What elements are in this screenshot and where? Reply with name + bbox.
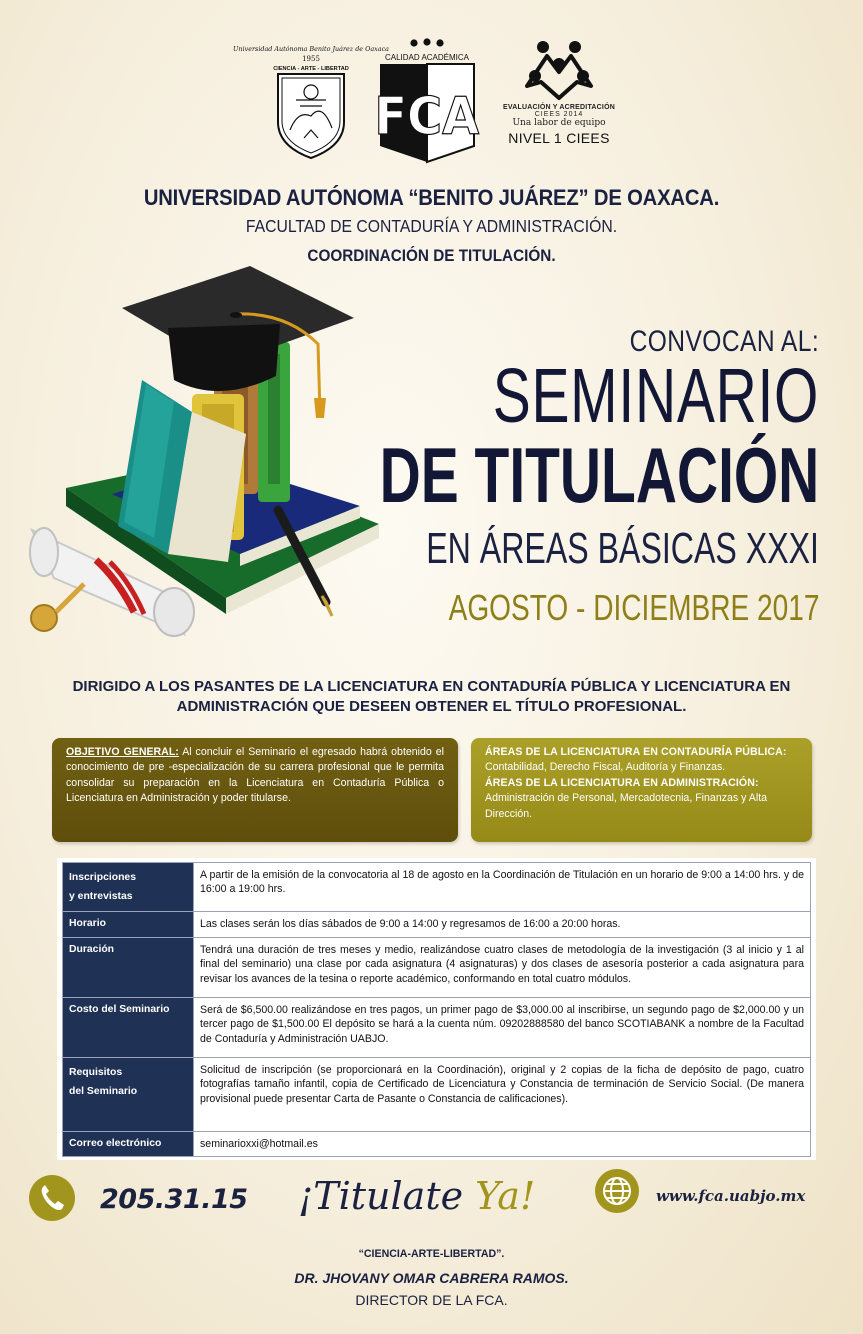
globe-icon <box>594 1168 640 1214</box>
director-name: DR. JHOVANY OMAR CABRERA RAMOS. <box>294 1270 569 1286</box>
fca-caption: CALIDAD ACADÉMICA <box>384 53 470 62</box>
uabjo-name: Universidad Autónoma Benito Juárez de Oaxaca <box>233 45 389 53</box>
uabjo-shield-logo <box>233 40 389 162</box>
convocan-heading: CONVOCAN AL: <box>629 325 819 358</box>
objective-heading: OBJETIVO GENERAL: <box>66 746 179 758</box>
row-label: Costo del Seminario <box>63 998 194 1058</box>
objective-box <box>52 738 458 842</box>
target-audience: DIRIGIDO A LOS PASANTES DE LA LICENCIATURA EN CONTADURÍA PÚBLICA Y LICENCIATURA EN ADMINISTRACIÓN QUE DESEEN OBTENER EL TÍTULO PROFESIONAL. <box>72 678 791 715</box>
row-value: A partir de la emisión de la convocatoria al 18 de agosto en la Coordinación de Titulación en un horario de 9:00 a 14:00 hrs. y de 16:00 a 19:00 hrs. <box>194 863 811 912</box>
row-value: Tendrá una duración de tres meses y medio, realizándose cuatro clases de metodología de la investigación (3 al inicio y 1 al final del seminario) una clase por cada asignatura (4 asignaturas) y dos clases de asesoría posterior a cada asignatura para revisar los avances de la tesina o reporte académico, conformando en total cuatro módulos. <box>194 938 811 998</box>
table-row <box>63 998 811 1058</box>
ciees-level: NIVEL 1 CIEES <box>508 130 610 146</box>
areas-cp-heading: ÁREAS DE LA LICENCIATURA EN CONTADURÍA PÚBLICA: <box>485 746 787 758</box>
objective-text: Al concluir el Seminario el egresado habrá obtenido el conocimiento de pre -especialización de su carrera profesional que le permita consolidar su preparación en la Licenciatura en Contaduría Pública o Licenciatura en Administración y poder titularse. <box>66 746 444 805</box>
row-label-line: Inscripciones <box>69 872 136 883</box>
slogan <box>298 1174 535 1218</box>
slogan-accent: Ya! <box>475 1174 536 1218</box>
table-row <box>63 1132 811 1157</box>
fca-logo <box>374 38 480 164</box>
phone-icon <box>28 1174 76 1222</box>
graduation-illustration <box>14 262 384 647</box>
ciees-caption: EVALUACIÓN Y ACREDITACIÓN <box>503 104 615 111</box>
uabjo-year: 1955 <box>302 55 320 63</box>
ciees-logo <box>494 36 624 160</box>
phone-number[interactable]: 205.31.15 <box>100 1184 248 1215</box>
row-value: Solicitud de inscripción (se proporcionará en la Coordinación), original y 2 copias de la ficha de depósito de pago, cuatro fotografías tamaño infantil, copia de Certificado de Licenciatura y Constancia de terminación de Servicio Social. (De manera provisional puede presentar Carta de Pasante o Constancia de calificaciones). <box>194 1058 811 1132</box>
website-link[interactable]: www.fca.uabjo.mx <box>656 1187 806 1205</box>
ciees-figures-icon <box>521 36 597 102</box>
title-seminario: SEMINARIO <box>492 353 819 439</box>
areas-adm-text: Administración de Personal, Mercadotecnia, Finanzas y Alta Dirección. <box>485 792 768 820</box>
areas-cp-text: Contabilidad, Derecho Fiscal, Auditoría y Finanzas. <box>485 761 726 774</box>
ciees-year: CIEES 2014 <box>534 111 584 118</box>
areas-adm-heading: ÁREAS DE LA LICENCIATURA EN ADMINISTRACIÓN: <box>485 776 759 789</box>
email-value[interactable]: seminarioxxi@hotmail.es <box>194 1132 811 1157</box>
slogan-main: ¡Titulate <box>298 1174 476 1218</box>
row-label: Duración <box>63 938 194 998</box>
title-areas-basicas: EN ÁREAS BÁSICAS XXXI <box>426 524 819 573</box>
table-row <box>63 863 811 912</box>
motto: “CIENCIA-ARTE-LIBERTAD”. <box>358 1248 505 1260</box>
title-de-titulacion: DE TITULACIÓN <box>379 431 819 519</box>
faculty-name: FACULTAD DE CONTADURÍA Y ADMINISTRACIÓN. <box>245 216 618 236</box>
table-row <box>63 1058 811 1132</box>
row-label-line: y entrevistas <box>69 891 133 902</box>
row-label <box>63 1058 194 1132</box>
fca-text: FCA <box>374 86 480 147</box>
table-row <box>63 938 811 998</box>
uabjo-motto: CIENCIA - ARTE - LIBERTAD <box>273 66 349 72</box>
areas-box <box>471 738 812 842</box>
row-value: Será de $6,500.00 realizándose en tres pagos, un primer pago de $3,000.00 al inscribirse, un segundo pago de $2,000.00 y un tercer pago de $1,500.00 El depósito se hará a la cuenta núm. 09202888580 del banco SCOTIABANK a nombre de la Facultad de Contaduría y Administración UABJO. <box>194 998 811 1058</box>
row-label-line: Requisitos <box>69 1067 123 1078</box>
director-title: DIRECTOR DE LA FCA. <box>355 1292 508 1308</box>
coordination-name: COORDINACIÓN DE TITULACIÓN. <box>307 246 556 265</box>
row-label <box>63 863 194 912</box>
row-value: Las clases serán los días sábados de 9:00 a 14:00 y regresamos de 16:00 a 20:00 horas. <box>194 912 811 938</box>
row-label: Horario <box>63 912 194 938</box>
table-row <box>63 912 811 938</box>
details-table <box>57 858 816 1160</box>
row-label-line: del Seminario <box>69 1086 138 1097</box>
row-label: Correo electrónico <box>63 1132 194 1157</box>
university-name: UNIVERSIDAD AUTÓNOMA “BENITO JUÁREZ” DE OAXACA. <box>143 185 720 210</box>
ciees-tagline: Una labor de equipo <box>512 118 606 128</box>
period: AGOSTO - DICIEMBRE 2017 <box>448 587 819 628</box>
